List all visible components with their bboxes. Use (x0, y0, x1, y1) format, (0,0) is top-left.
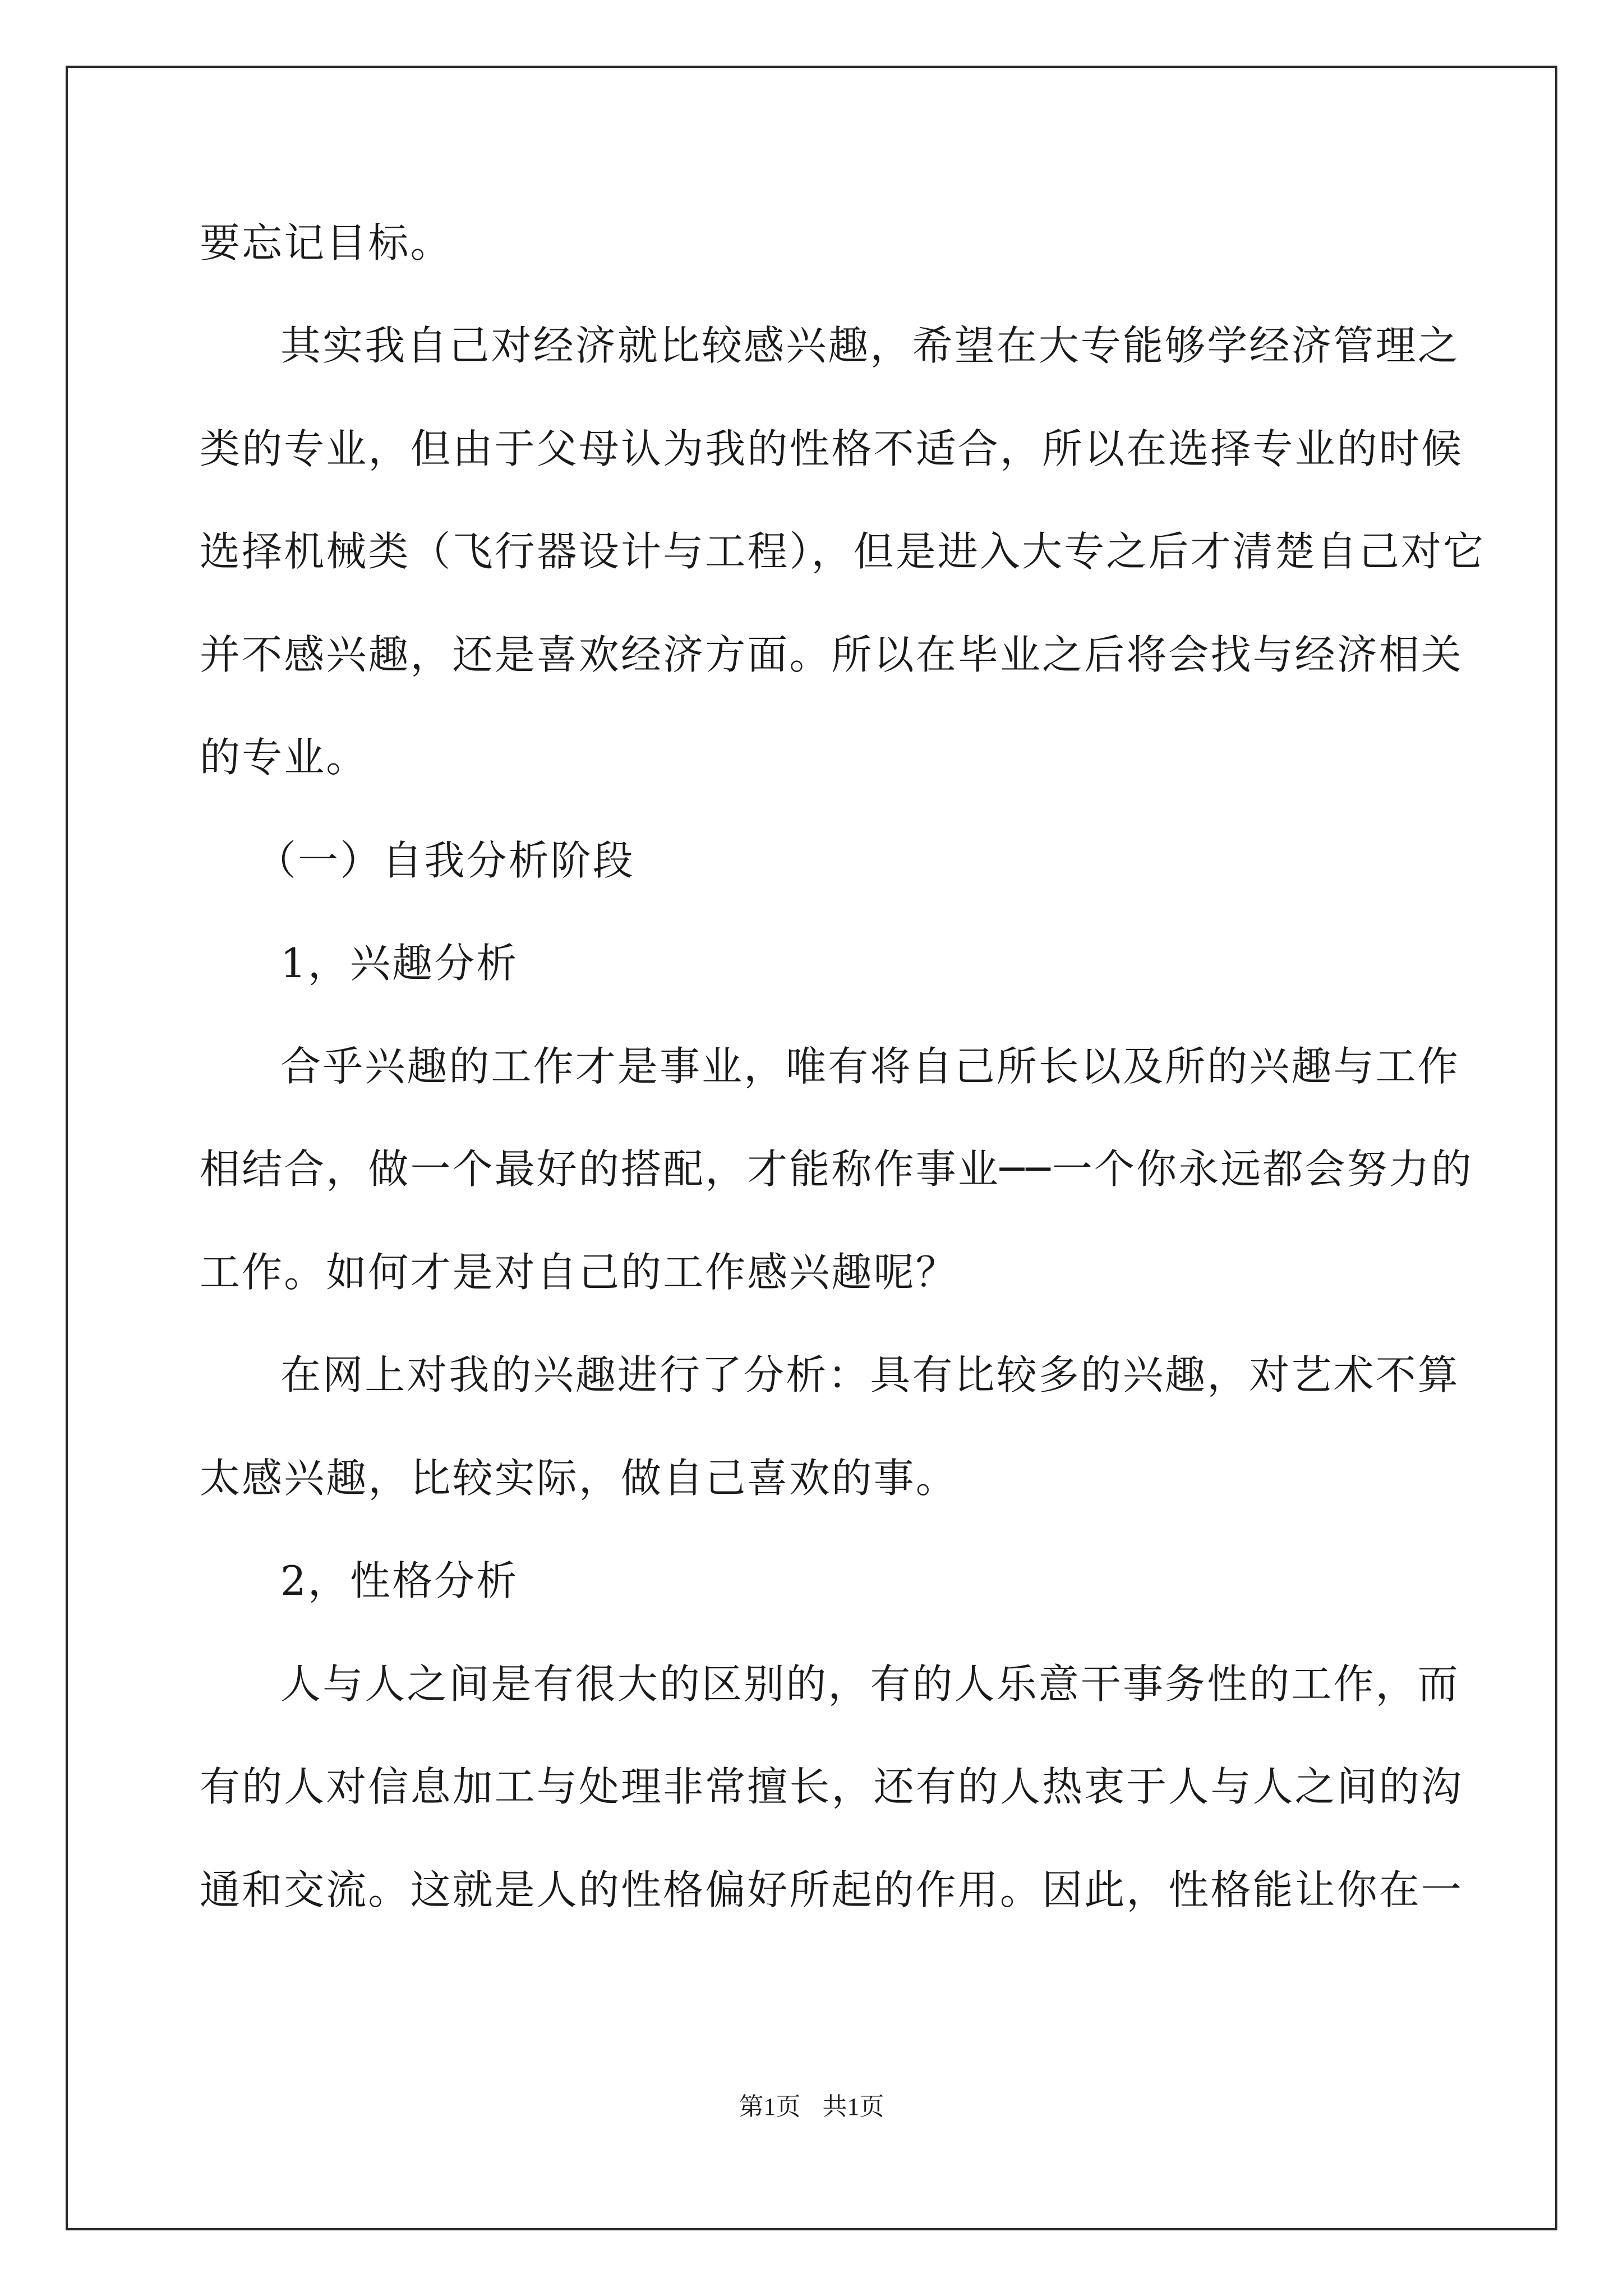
paragraph-line: 类的专业，但由于父母认为我的性格不适合，所以在选择专业的时候 (200, 425, 1464, 472)
page-number: 第1页 (739, 2093, 801, 2120)
paragraph-line: 在网上对我的兴趣进行了分析：具有比较多的兴趣，对艺术不算 (280, 1351, 1460, 1398)
paragraph-line: 人与人之间是有很大的区别的，有的人乐意干事务性的工作，而 (280, 1660, 1460, 1708)
paragraph-line: 并不感兴趣，还是喜欢经济方面。所以在毕业之后将会找与经济相关 (200, 631, 1464, 678)
paragraph-line: 其实我自己对经济就比较感兴趣，希望在大专能够学经济管理之 (280, 322, 1460, 369)
paragraph-line: 的专业。 (200, 734, 368, 781)
paragraph-line: 合乎兴趣的工作才是事业，唯有将自己所长以及所的兴趣与工作 (280, 1043, 1460, 1090)
paragraph-line: 通和交流。这就是人的性格偏好所起的作用。因此，性格能让你在一 (200, 1866, 1464, 1913)
page-footer (0, 2090, 1623, 2124)
paragraph-line: 选择机械类（飞行器设计与工程），但是进入大专之后才清楚自己对它 (200, 528, 1486, 575)
paragraph-line: 工作。如何才是对自己的工作感兴趣呢？ (200, 1249, 958, 1296)
paragraph-line: 相结合，做一个最好的搭配，才能称作事业──一个你永远都会努力的 (200, 1145, 1473, 1193)
subsection-heading: 2，性格分析 (280, 1557, 519, 1604)
paragraph-line: 有的人对信息加工与处理非常擅长，还有的人热衷于人与人之间的沟 (200, 1763, 1464, 1810)
page-total: 共1页 (822, 2093, 884, 2120)
subsection-heading: 1，兴趣分析 (280, 940, 519, 987)
section-heading: （一）自我分析阶段 (256, 837, 635, 884)
paragraph-line: 要忘记目标。 (200, 219, 453, 266)
paragraph-line: 太感兴趣，比较实际，做自己喜欢的事。 (200, 1455, 958, 1502)
